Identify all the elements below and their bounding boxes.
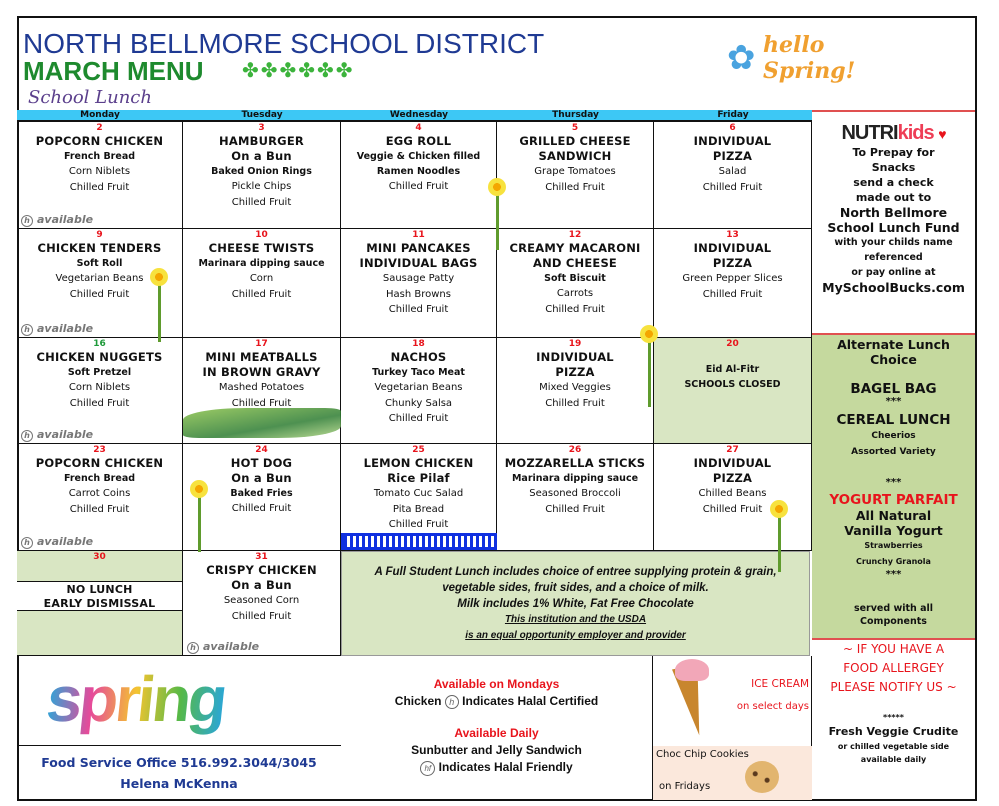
side: Carrot Coins <box>68 488 131 499</box>
side: Corn Niblets <box>68 166 131 177</box>
cereal-lunch: CEREAL LUNCH <box>836 412 951 428</box>
side: Chilled Fruit <box>702 288 763 300</box>
daffodil-stem-icon <box>496 190 499 250</box>
ice-cream-scoop-icon <box>675 659 709 681</box>
halal-available <box>187 640 259 654</box>
day-header-monday: Monday <box>80 110 120 120</box>
side: Chilled Fruit <box>69 288 130 300</box>
day-cell-27 <box>654 444 812 551</box>
side: Grape Tomatoes <box>534 166 616 177</box>
alt-item: Strawberries <box>864 541 923 550</box>
side: Chilled Fruit <box>388 304 449 315</box>
note-line: This institution and the USDA <box>504 614 647 625</box>
treats-panel <box>653 656 812 800</box>
side: Mashed Potatoes <box>218 382 305 393</box>
day-cell-6 <box>654 122 812 229</box>
day-cell-26 <box>497 444 654 551</box>
yogurt-parfait: YOGURT PARFAIT <box>829 492 958 508</box>
entree: MINI MEATBALLS <box>205 350 318 364</box>
bold-side: Turkey Taco Meat <box>372 367 465 378</box>
side: Carrots <box>556 288 594 299</box>
fund-name: North Bellmore <box>839 205 948 220</box>
side: Chilled Fruit <box>545 303 605 315</box>
date-number: 31 <box>255 552 268 562</box>
fund-name: School Lunch Fund <box>827 220 960 235</box>
day-cell-11 <box>341 229 497 338</box>
entree: CHEESE TWISTS <box>208 241 315 255</box>
side: Vegetarian Beans <box>55 273 144 284</box>
bold-side: Marinara dipping sauce <box>198 258 325 269</box>
daffodil-icon <box>770 500 788 518</box>
day-cell-4 <box>341 122 497 229</box>
ice-cream-label: ICE CREAM <box>751 678 809 690</box>
shamrock-swirl-decoration <box>183 408 341 438</box>
date-number: 30 <box>93 552 106 562</box>
allergy-line: ~ IF YOU HAVE A <box>842 642 945 656</box>
day-cell-2 <box>17 122 183 229</box>
heart-icon: ♥ <box>938 126 946 142</box>
date-number: 16 <box>93 339 106 349</box>
alt-item: Cheerios <box>871 431 916 441</box>
side: Corn <box>249 273 274 284</box>
entree: PIZZA <box>712 471 753 485</box>
office-contact: Helena McKenna <box>120 776 238 791</box>
daffodil-stem-icon <box>158 280 161 342</box>
daffodil-icon <box>488 178 506 196</box>
entree: INDIVIDUAL BAGS <box>359 256 478 270</box>
daffodil-stem-icon <box>198 492 201 552</box>
hello-spring-text: hello Spring! <box>763 32 856 84</box>
crudite: Fresh Veggie Crudite <box>828 725 959 738</box>
allergy-line: PLEASE NOTIFY US ~ <box>830 680 957 694</box>
side: Chilled Fruit <box>69 181 130 193</box>
side: Pickle Chips <box>231 181 292 192</box>
alt-title: Alternate Lunch <box>837 337 950 352</box>
entree: CRISPY CHICKEN <box>206 563 317 577</box>
halal-certified-label: Indicates Halal Certified <box>462 694 599 708</box>
day-header-friday: Friday <box>717 110 749 120</box>
menu-title: MARCH MENU <box>23 56 204 86</box>
available-label: available <box>37 322 94 335</box>
bold-side: French Bread <box>63 151 136 162</box>
spring-artwork <box>17 656 341 745</box>
side: Pita Bread <box>392 503 445 515</box>
entree: CHICKEN NUGGETS <box>36 350 163 364</box>
side: Corn Niblets <box>68 382 131 393</box>
day-cell-24 <box>183 444 341 551</box>
note-line: A Full Student Lunch includes choice of entree supplying protein & grain, <box>374 566 777 578</box>
district-title: NORTH BELLMORE SCHOOL DISTRICT <box>23 28 545 59</box>
entree: CREAMY MACARONI <box>509 241 641 255</box>
entree: CHICKEN TENDERS <box>37 241 162 255</box>
side: Seasoned Broccoli <box>529 488 621 499</box>
alt-item: Crunchy Granola <box>856 557 931 566</box>
side: Chilled Fruit <box>702 503 763 515</box>
food-service-office <box>17 745 341 800</box>
bold-side: Ramen Noodles <box>376 166 461 177</box>
day-cell-23 <box>17 444 183 551</box>
side: Chilled Fruit <box>388 181 449 192</box>
halal-available <box>21 322 93 336</box>
entree: POPCORN CHICKEN <box>35 456 164 470</box>
side: Chilled Fruit <box>545 181 605 193</box>
day-cell-16 <box>17 338 183 444</box>
nutri-line: or pay online at <box>851 267 936 278</box>
date-number: 27 <box>726 445 739 455</box>
halal-friendly-icon: hf <box>420 761 435 776</box>
entree: HOT DOG <box>230 456 293 470</box>
halal-icon: h <box>21 324 33 336</box>
halal-available <box>21 428 93 442</box>
halal-friendly-label: Indicates Halal Friendly <box>438 760 573 774</box>
entree: EGG ROLL <box>385 134 452 148</box>
note-line: Milk includes 1% White, Fat Free Chocolate <box>457 598 694 610</box>
date-number: 4 <box>415 123 422 133</box>
date-number: 3 <box>258 123 265 133</box>
closure-note: Eid Al-Fitr <box>705 364 760 375</box>
entree: INDIVIDUAL <box>693 456 772 470</box>
side: Chunky Salsa <box>384 397 453 409</box>
alt-item: Assorted Variety <box>851 447 936 457</box>
day-cell-10 <box>183 229 341 338</box>
day-cell-30 <box>17 551 183 656</box>
allergy-panel <box>812 640 975 800</box>
bold-side: Veggie & Chicken filled <box>356 151 481 162</box>
bold-side: Baked Onion Rings <box>211 166 312 177</box>
flower-icon: ✿ <box>727 38 756 78</box>
date-number: 18 <box>412 339 425 349</box>
alternate-lunch-panel <box>812 335 975 640</box>
day-cell-19 <box>497 338 654 444</box>
side: Chilled Fruit <box>231 397 292 409</box>
mondays-label: Available on Mondays <box>433 677 560 691</box>
entree: POPCORN CHICKEN <box>35 134 164 148</box>
day-cell-18 <box>341 338 497 444</box>
side: Chilled Fruit <box>388 519 449 530</box>
bold-side: French Bread <box>63 473 136 484</box>
side: Chilled Fruit <box>69 503 130 515</box>
nutrikids-panel <box>812 110 975 335</box>
separator: ***** <box>883 713 904 722</box>
entree: SANDWICH <box>538 149 612 163</box>
side: Hash Browns <box>386 288 451 300</box>
sunbutter-label: Sunbutter and Jelly Sandwich <box>411 743 582 757</box>
date-number: 20 <box>726 339 739 349</box>
myschoolbucks-link[interactable]: MySchoolBucks.com <box>822 280 965 295</box>
entree: MINI PANCAKES <box>366 241 471 255</box>
entree: On a Bun <box>231 471 292 485</box>
day-cell-5 <box>497 122 654 229</box>
available-label: available <box>203 640 260 653</box>
bold-side: Soft Biscuit <box>544 273 606 284</box>
halal-icon: h <box>21 215 33 227</box>
nutri-line: To Prepay for <box>852 146 935 159</box>
bold-side: Marinara dipping sauce <box>511 473 639 484</box>
entree: GRILLED CHEESE <box>519 134 631 148</box>
day-cell-3 <box>183 122 341 229</box>
hello-spring-logo <box>725 30 856 96</box>
date-number: 19 <box>568 339 582 349</box>
halal-icon: h <box>21 537 33 549</box>
clover-icons: ✤✤✤✤✤✤ <box>242 58 355 82</box>
entree: PIZZA <box>712 149 753 163</box>
day-cell-31 <box>183 551 341 656</box>
entree: INDIVIDUAL <box>693 134 772 148</box>
alt-title: Choice <box>870 352 917 367</box>
date-number: 26 <box>568 445 582 455</box>
side: Green Pepper Slices <box>682 273 783 284</box>
date-number: 12 <box>568 230 582 240</box>
fridays-label: on Fridays <box>659 781 711 792</box>
separator: *** <box>885 477 902 488</box>
side: Tomato Cuc Salad <box>373 488 464 499</box>
entree: NACHOS <box>390 350 447 364</box>
side: Vegetarian Beans <box>374 382 463 393</box>
date-number: 5 <box>571 123 579 133</box>
early-dismissal-text: EARLY DISMISSAL <box>43 597 156 610</box>
spring-word-art: spring <box>43 663 229 735</box>
alt-item: Vanilla Yogurt <box>844 523 943 538</box>
day-header-wednesday: Wednesday <box>389 110 449 120</box>
nutri-line: send a check <box>853 176 934 189</box>
halal-icon: h <box>187 642 199 654</box>
note-line: vegetable sides, fruit sides, and a choice of milk. <box>442 582 709 594</box>
day-header-row <box>17 110 812 122</box>
no-lunch-text: NO LUNCH <box>66 583 133 596</box>
entree: MOZZARELLA STICKS <box>504 456 646 470</box>
day-cell-13 <box>654 229 812 338</box>
halal-info <box>341 656 653 800</box>
cookie-icon <box>745 761 779 793</box>
bold-side: Soft Roll <box>76 258 123 269</box>
side: Chilled Fruit <box>231 196 292 208</box>
date-number: 10 <box>255 230 268 240</box>
nutri-line: made out to <box>855 191 932 204</box>
date-number: 24 <box>255 445 268 455</box>
day-cell-20 <box>654 338 812 444</box>
daffodil-stem-icon <box>778 512 781 572</box>
chicken-label: Chicken <box>394 694 442 708</box>
side: Chilled Fruit <box>545 397 605 409</box>
cookie-box <box>653 746 812 800</box>
available-label: available <box>37 428 94 441</box>
office-phone: Food Service Office 516.992.3044/3045 <box>41 755 317 770</box>
day-header-tuesday: Tuesday <box>241 110 283 120</box>
date-number: 9 <box>96 230 103 240</box>
entree: IN BROWN GRAVY <box>202 365 321 379</box>
daffodil-stem-icon <box>648 337 651 407</box>
side: Chilled Fruit <box>231 610 292 622</box>
greek-key-border <box>341 533 497 550</box>
side: Salad <box>718 166 747 177</box>
date-number: 11 <box>412 230 425 240</box>
date-number: 25 <box>412 445 425 455</box>
entree: LEMON CHICKEN <box>363 456 474 470</box>
side: Chilled Fruit <box>702 181 763 193</box>
date-number: 2 <box>96 123 103 133</box>
halal-available <box>21 535 93 549</box>
day-header-thursday: Thursday <box>552 110 599 120</box>
bold-side: Baked Fries <box>230 488 293 499</box>
side: Chilled Fruit <box>231 503 292 514</box>
side: Chilled Fruit <box>545 503 605 515</box>
entree: INDIVIDUAL <box>536 350 614 364</box>
side: Chilled Beans <box>698 488 767 499</box>
menu-subtitle: School Lunch <box>28 87 152 108</box>
side: Chilled Fruit <box>69 397 130 409</box>
note-line: is an equal opportunity employer and provider <box>465 630 686 641</box>
allergy-line: FOOD ALLERGEY <box>843 661 944 675</box>
bagel-bag: BAGEL BAG <box>850 381 937 397</box>
side: Mixed Veggies <box>539 382 611 393</box>
separator: *** <box>885 569 902 580</box>
logo-text: kids <box>897 122 934 144</box>
closure-note: SCHOOLS CLOSED <box>684 379 781 390</box>
date-number: 17 <box>255 339 268 349</box>
side: Sausage Patty <box>382 273 455 284</box>
daffodil-icon <box>190 480 208 498</box>
entree: On a Bun <box>231 149 292 163</box>
daffodil-icon <box>640 325 658 343</box>
halal-available <box>21 213 93 227</box>
day-cell-12 <box>497 229 654 338</box>
entree: INDIVIDUAL <box>693 241 772 255</box>
entree: PIZZA <box>712 256 753 270</box>
crudite-note: or chilled vegetable side <box>837 742 950 751</box>
available-label: available <box>37 213 94 226</box>
daffodil-icon <box>150 268 168 286</box>
no-lunch-banner <box>17 581 182 611</box>
nutri-line: referenced <box>864 252 923 263</box>
halal-certified-icon: h <box>445 695 459 709</box>
logo-text: NUTRI <box>841 122 898 144</box>
entree: PIZZA <box>555 365 595 379</box>
bold-side: Soft Pretzel <box>67 367 132 378</box>
halal-icon: h <box>21 430 33 442</box>
entree: AND CHEESE <box>533 256 617 270</box>
daily-label: Available Daily <box>454 726 539 740</box>
entree: On a Bun <box>231 578 292 592</box>
date-number: 13 <box>726 230 739 240</box>
date-number: 23 <box>93 445 106 455</box>
separator: *** <box>885 396 902 407</box>
entree: Rice Pilaf <box>387 471 450 485</box>
served-note: Components <box>860 616 927 627</box>
date-number: 6 <box>729 123 736 133</box>
nutrikids-logo <box>812 122 975 145</box>
cookies-label: Choc Chip Cookies <box>656 749 749 760</box>
served-note: served with all <box>853 603 934 614</box>
entree: HAMBURGER <box>219 134 304 148</box>
spacer <box>654 350 811 362</box>
available-label: available <box>37 535 94 548</box>
lunch-note <box>341 551 810 656</box>
crudite-note: available daily <box>860 755 927 764</box>
side: Chilled Fruit <box>388 413 449 424</box>
select-days-label: on select days <box>736 701 809 712</box>
side: Chilled Fruit <box>231 288 292 300</box>
nutri-line: Snacks <box>871 161 916 174</box>
nutri-line: with your childs name <box>834 237 953 248</box>
alt-item: All Natural <box>855 508 932 523</box>
side: Seasoned Corn <box>223 595 300 606</box>
